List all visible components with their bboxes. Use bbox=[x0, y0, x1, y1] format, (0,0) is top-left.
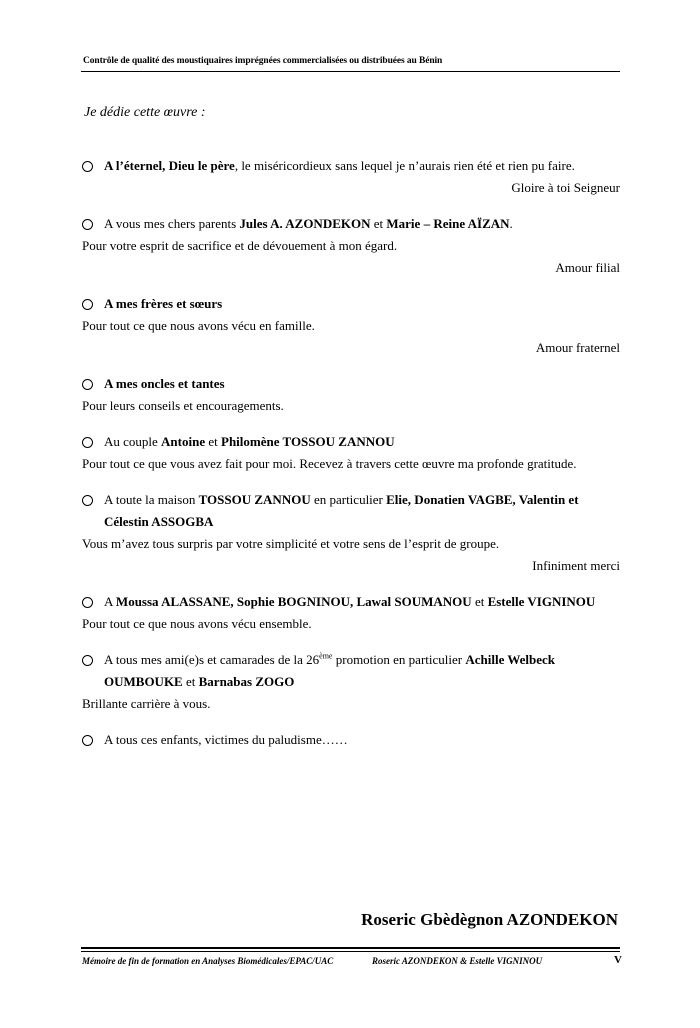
item-bold: A mes oncles et tantes bbox=[104, 376, 225, 391]
item-body: Pour tout ce que nous avons vécu ensemble. bbox=[82, 616, 312, 631]
dedication-item-parents bbox=[82, 213, 620, 235]
footer-rule-thick bbox=[81, 947, 620, 949]
closing-amour-filial: Amour filial bbox=[555, 260, 620, 275]
header-rule bbox=[81, 71, 620, 72]
dedication-item-god bbox=[82, 155, 620, 177]
footer-authors: Roseric AZONDEKON & Estelle VIGNINOU bbox=[372, 956, 543, 966]
item-bold: TOSSOU ZANNOU bbox=[198, 492, 311, 507]
item-text: , le miséricordieux sans lequel je n’aurais rien été et rien pu faire. bbox=[234, 158, 575, 173]
closing-gloire: Gloire à toi Seigneur bbox=[511, 180, 620, 195]
author-signature: Roseric Gbèdègnon AZONDEKON bbox=[361, 910, 618, 929]
dedication-item-classmates bbox=[82, 649, 620, 693]
item-bold: Achille Welbeck OUMBOUKE bbox=[104, 652, 556, 689]
item-body: Pour tout ce que vous avez fait pour moi. Recevez à travers cette œuvre ma profonde gratitude. bbox=[82, 456, 577, 471]
item-body: Vous m’avez tous surpris par votre simplicité et votre sens de l’esprit de groupe. bbox=[82, 536, 500, 551]
item-text: promotion en particulier bbox=[332, 652, 466, 667]
item-text: et bbox=[370, 216, 387, 231]
closing-infiniment-merci: Infiniment merci bbox=[532, 558, 620, 573]
footer-rule-thin bbox=[81, 951, 620, 952]
page-number: V bbox=[614, 954, 622, 966]
dedication-item-couple bbox=[82, 431, 620, 453]
item-superscript: ème bbox=[319, 651, 333, 661]
item-text: A bbox=[104, 594, 116, 609]
dedication-item-household bbox=[82, 489, 620, 533]
item-body: Pour leurs conseils et encouragements. bbox=[82, 398, 284, 413]
item-bold: Barnabas ZOGO bbox=[198, 674, 295, 689]
dedication-item-friends bbox=[82, 591, 620, 613]
item-body: Pour votre esprit de sacrifice et de dévouement à mon égard. bbox=[82, 238, 398, 253]
item-text: A vous mes chers parents bbox=[104, 216, 240, 231]
item-text: et bbox=[471, 594, 488, 609]
item-text: A tous ces enfants, victimes du paludisme…… bbox=[104, 732, 348, 747]
footer-thesis-info: Mémoire de fin de formation en Analyses Biomédicales/EPAC/UAC bbox=[82, 956, 334, 966]
dedication-list bbox=[82, 155, 620, 751]
item-bold: Moussa ALASSANE, Sophie BOGNINOU, Lawal SOUMANOU bbox=[115, 594, 472, 609]
item-text: . bbox=[509, 216, 513, 231]
item-bold: Elie, Donatien VAGBE, Valentin et Célestin ASSOGBA bbox=[104, 492, 579, 529]
item-bold: Philomène TOSSOU ZANNOU bbox=[221, 434, 395, 449]
item-bold: Marie – Reine AÏZAN bbox=[386, 216, 510, 231]
dedication-item-uncles bbox=[82, 373, 620, 395]
item-text: et bbox=[182, 674, 199, 689]
dedication-title: Je dédie cette œuvre : bbox=[84, 105, 206, 120]
closing-amour-fraternel: Amour fraternel bbox=[535, 340, 620, 355]
item-body: Pour tout ce que nous avons vécu en famille. bbox=[82, 318, 315, 333]
item-bold: Jules A. AZONDEKON bbox=[239, 216, 371, 231]
item-bold: A mes frères et sœurs bbox=[104, 296, 223, 311]
item-bold: A l’éternel, Dieu le père bbox=[104, 158, 235, 173]
dedication-item-children bbox=[82, 729, 620, 751]
item-body: Brillante carrière à vous. bbox=[82, 696, 211, 711]
item-bold: Estelle VIGNINOU bbox=[487, 594, 596, 609]
running-header: Contrôle de qualité des moustiquaires imprégnées commercialisées ou distribuées au Bénin bbox=[83, 56, 443, 66]
item-text: A tous mes ami(e)s et camarades de la 26 bbox=[104, 652, 320, 667]
dedication-item-siblings bbox=[82, 293, 620, 315]
item-text: Au couple bbox=[104, 434, 162, 449]
item-text: A toute la maison bbox=[104, 492, 199, 507]
item-text: en particulier bbox=[310, 492, 387, 507]
item-bold: Antoine bbox=[161, 434, 206, 449]
item-text: et bbox=[205, 434, 221, 449]
